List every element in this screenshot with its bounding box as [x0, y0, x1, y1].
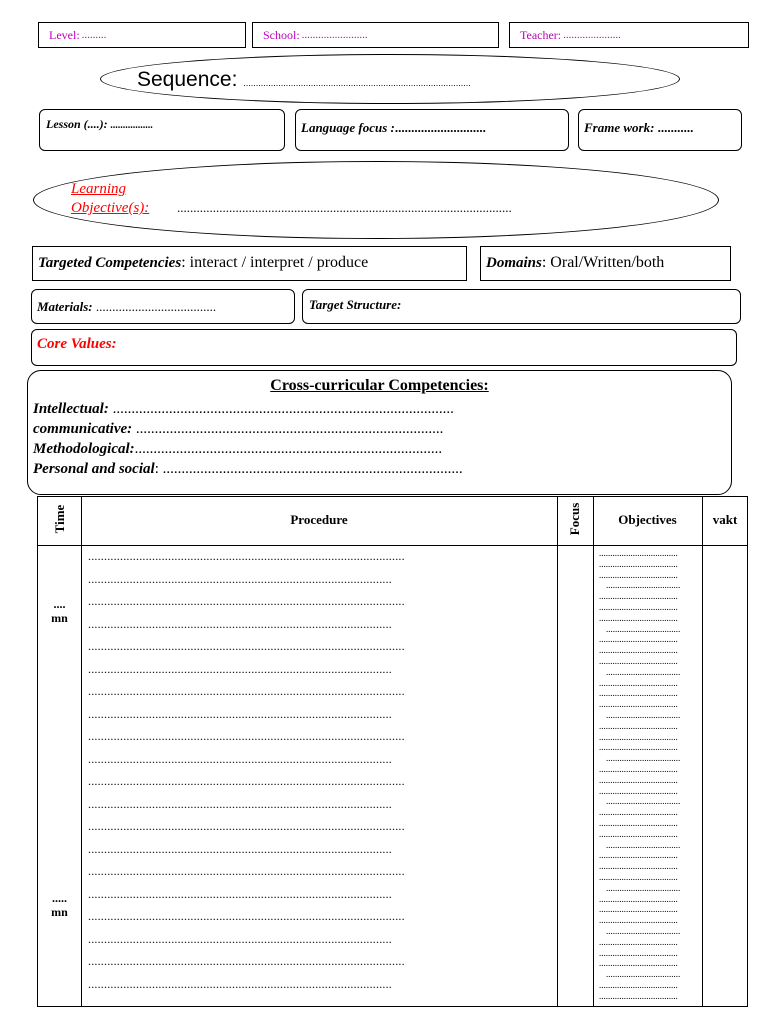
objective-line[interactable]: ...................................	[599, 612, 678, 623]
framework-field[interactable]	[578, 109, 742, 151]
personal-social-label: Personal and social	[33, 461, 155, 477]
objective-line[interactable]: .................................	[606, 580, 681, 591]
intellectual-label: Intellectual:	[33, 401, 109, 417]
objective-line[interactable]: ...................................	[599, 980, 678, 990]
time-header: Time	[52, 504, 67, 534]
objective-line[interactable]: .................................	[606, 969, 681, 980]
procedure-line[interactable]: ...................................................................................................	[88, 909, 405, 923]
vakt-header: vakt	[712, 512, 738, 527]
time-mark-1-dots: ....	[53, 597, 66, 611]
objective-line[interactable]: ...................................	[599, 742, 678, 753]
language-focus-label: Language focus :	[301, 120, 395, 135]
objective-line[interactable]: ...................................	[599, 591, 678, 602]
learning-objectives-field[interactable]	[33, 161, 719, 239]
lesson-label: Lesson (....):	[46, 117, 108, 131]
teacher-value[interactable]: .....................	[563, 29, 621, 41]
level-label: Level:	[49, 27, 80, 42]
intellectual-row[interactable]	[33, 399, 463, 419]
objective-line[interactable]: ...................................	[599, 990, 678, 1001]
objective-line[interactable]: ...................................	[599, 818, 678, 828]
core-values-field[interactable]	[31, 329, 737, 366]
learning-objectives-value[interactable]: .......................................................................................................	[177, 200, 512, 215]
objective-line[interactable]: ...................................	[599, 774, 678, 785]
procedure-line[interactable]: ...................................................................................................	[88, 819, 405, 833]
procedure-line[interactable]: ...................................................................................................	[88, 774, 405, 788]
procedure-line[interactable]: ...............................................................................................	[88, 796, 392, 811]
objective-line[interactable]: ...................................	[599, 828, 678, 839]
time-mark-2[interactable]	[38, 891, 81, 919]
objective-line[interactable]: .................................	[606, 623, 681, 634]
sequence-label: Sequence:	[137, 68, 238, 91]
communicative-row[interactable]	[33, 419, 463, 439]
time-mark-2-dots: .....	[52, 891, 67, 905]
learning-objectives-label-2: Objective(s):	[71, 200, 150, 216]
school-value[interactable]: ........................	[301, 29, 368, 41]
teacher-field[interactable]	[509, 22, 749, 48]
objective-line[interactable]: ...................................	[599, 720, 678, 731]
procedure-line[interactable]: ...................................................................................................	[88, 549, 405, 563]
intellectual-value[interactable]: ...........................................................................................	[108, 401, 454, 417]
communicative-value[interactable]: ..................................................................................	[132, 421, 444, 437]
procedure-line[interactable]: ...................................................................................................	[88, 729, 405, 743]
targeted-competencies-label: Targeted Competencies	[38, 255, 182, 271]
objective-line[interactable]: ...................................	[599, 893, 678, 904]
objective-line[interactable]: ...................................	[599, 958, 678, 969]
procedure-line[interactable]: ...................................................................................................	[88, 864, 405, 878]
objective-line[interactable]: ...................................	[599, 656, 678, 666]
objective-line[interactable]: ...................................	[599, 904, 678, 915]
framework-value[interactable]: ...........	[654, 120, 694, 135]
objective-line[interactable]: ...................................	[599, 558, 678, 569]
learning-objectives-label-1: Learning	[71, 181, 127, 197]
procedure-line[interactable]: ...............................................................................................	[88, 571, 392, 586]
objective-line[interactable]: ...................................	[599, 731, 678, 742]
language-focus-field[interactable]	[295, 109, 569, 151]
target-structure-label: Target Structure:	[309, 297, 402, 312]
time-mark-1-unit: mn	[51, 611, 68, 625]
objective-line[interactable]: ...................................	[599, 915, 678, 926]
focus-header: Focus	[567, 502, 582, 536]
objective-line[interactable]: ...................................	[599, 861, 678, 872]
objective-line[interactable]: ...................................	[599, 645, 678, 656]
school-field[interactable]	[252, 22, 499, 48]
personal-social-row[interactable]	[33, 459, 463, 479]
targeted-competencies-value: : interact / interpret / produce	[181, 254, 369, 271]
objective-line[interactable]: ...................................	[599, 677, 678, 688]
objective-line[interactable]: .................................	[606, 666, 681, 677]
sequence-value[interactable]: ...........................................................................................	[243, 78, 471, 88]
objective-line[interactable]: ...................................	[599, 699, 678, 710]
target-structure-field[interactable]	[302, 289, 741, 324]
objective-line[interactable]: ...................................	[599, 947, 678, 958]
procedure-line[interactable]: ...............................................................................................	[88, 616, 392, 631]
domains-field[interactable]	[480, 246, 731, 281]
procedure-line[interactable]: ...............................................................................................	[88, 751, 392, 766]
framework-label: Frame work:	[584, 120, 655, 135]
lesson-value[interactable]: .................	[110, 120, 154, 131]
procedure-header: Procedure	[290, 512, 348, 527]
procedure-line[interactable]: ...............................................................................................	[88, 661, 392, 676]
teacher-label: Teacher:	[520, 27, 562, 42]
personal-social-value[interactable]: : ................................................................................	[154, 461, 463, 477]
communicative-label: communicative:	[33, 421, 133, 437]
procedure-line[interactable]: ...................................................................................................	[88, 594, 405, 608]
procedure-line[interactable]: ...................................................................................................	[88, 639, 405, 653]
domains-label: Domains	[486, 255, 542, 271]
procedure-table	[37, 496, 748, 1007]
lesson-field[interactable]	[39, 109, 285, 151]
time-mark-2-unit: mn	[51, 905, 68, 919]
core-values-label: Core Values:	[37, 336, 117, 352]
objective-line[interactable]: ...................................	[599, 548, 678, 558]
objective-line[interactable]: ...................................	[599, 764, 678, 774]
domains-value: : Oral/Written/both	[541, 254, 665, 271]
objective-line[interactable]: ...................................	[599, 569, 678, 580]
objective-line[interactable]: ...................................	[599, 850, 678, 861]
school-label: School:	[263, 27, 300, 42]
language-focus-value[interactable]: ............................	[394, 120, 486, 135]
time-mark-1[interactable]	[38, 597, 81, 625]
cross-curricular-panel	[27, 370, 732, 495]
level-field[interactable]	[38, 22, 246, 48]
materials-field[interactable]	[31, 289, 295, 324]
procedure-line[interactable]: ...............................................................................................	[88, 976, 392, 991]
objective-line[interactable]: ...................................	[599, 688, 678, 699]
objective-line[interactable]: .................................	[606, 710, 681, 720]
objective-line[interactable]: ...................................	[599, 602, 678, 612]
objective-line[interactable]: ...................................	[599, 936, 678, 947]
materials-value[interactable]: .....................................	[92, 299, 217, 314]
targeted-competencies-field[interactable]	[32, 246, 467, 281]
procedure-line[interactable]: ...............................................................................................	[88, 931, 392, 946]
objectives-header: Objectives	[618, 512, 677, 527]
methodological-label: Methodological:	[33, 441, 135, 457]
procedure-line[interactable]: ...............................................................................................	[88, 841, 392, 856]
procedure-line[interactable]: ...............................................................................................	[88, 886, 392, 901]
objective-line[interactable]: ...................................	[599, 785, 678, 796]
procedure-line[interactable]: ...............................................................................................	[88, 706, 392, 721]
objective-line[interactable]: .................................	[606, 753, 681, 764]
sequence-field[interactable]	[100, 54, 680, 104]
level-value[interactable]: .........	[81, 29, 107, 41]
objective-line[interactable]: ...................................	[599, 634, 678, 645]
materials-label: Materials:	[37, 299, 93, 314]
procedure-line[interactable]: ...................................................................................................	[88, 684, 405, 698]
methodological-row[interactable]	[33, 439, 463, 459]
objective-line[interactable]: .................................	[606, 926, 681, 936]
methodological-value[interactable]: ..................................................................................	[134, 441, 443, 457]
objective-line[interactable]: ...................................	[599, 872, 678, 882]
objective-line[interactable]: .................................	[606, 839, 681, 850]
objective-line[interactable]: .................................	[606, 882, 681, 893]
objective-line[interactable]: ...................................	[599, 807, 678, 818]
cross-curricular-title: Cross-curricular Competencies:	[270, 377, 489, 394]
procedure-line[interactable]: ...................................................................................................	[88, 954, 405, 968]
objective-line[interactable]: .................................	[606, 796, 681, 807]
